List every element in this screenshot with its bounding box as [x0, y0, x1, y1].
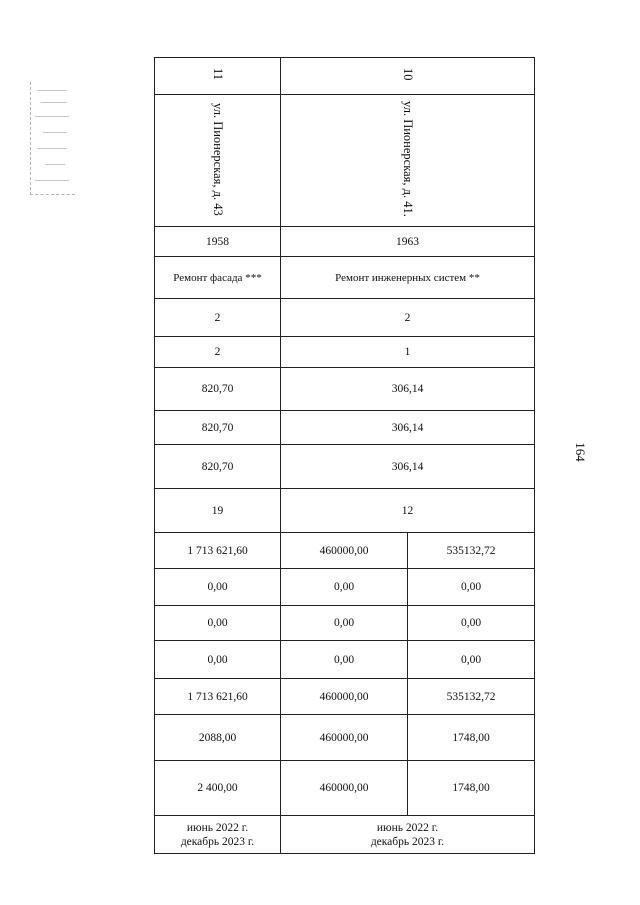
cell: 1963: [281, 227, 535, 257]
table-row: [155, 715, 535, 761]
cell: 460000,00: [281, 679, 408, 715]
cell: 2 400,00: [155, 761, 281, 816]
table-row-number: [155, 58, 535, 95]
table-row: [155, 606, 535, 641]
cell: 12: [281, 489, 535, 533]
table-row: [155, 411, 535, 445]
address-cell: ул. Пионерская, д. 41.: [281, 95, 535, 227]
table-row: [155, 641, 535, 679]
cell: 2088,00: [155, 715, 281, 761]
cell: 10: [281, 58, 535, 95]
cell: 460000,00: [281, 761, 408, 816]
cell: 0,00: [408, 569, 535, 606]
cell: 535132,72: [408, 679, 535, 715]
cell: 0,00: [281, 569, 408, 606]
page-number: 164: [573, 442, 588, 462]
table-row: [155, 337, 535, 368]
table-row: [155, 569, 535, 606]
cell: [155, 816, 281, 854]
cell: 0,00: [408, 606, 535, 641]
cell: 820,70: [155, 445, 281, 489]
cell: 11: [155, 58, 281, 95]
cell: 0,00: [281, 606, 408, 641]
housing-repair-table: [154, 57, 535, 854]
period-end: декабрь 2023 г.: [180, 835, 255, 848]
cell: Ремонт инженерных систем **: [281, 257, 535, 299]
cell: 0,00: [408, 641, 535, 679]
table-row-work-type: [155, 257, 535, 299]
cell: 535132,72: [408, 533, 535, 569]
cell: Ремонт фасада ***: [155, 257, 281, 299]
period-start: июнь 2022 г.: [376, 821, 439, 834]
cell: 1748,00: [408, 761, 535, 816]
cell: 1 713 621,60: [155, 533, 281, 569]
cell: 460000,00: [281, 533, 408, 569]
cell: 2: [155, 337, 281, 368]
cell: 1748,00: [408, 715, 535, 761]
table-row: [155, 299, 535, 337]
cell: 1 713 621,60: [155, 679, 281, 715]
cell: 1958: [155, 227, 281, 257]
cell: 19: [155, 489, 281, 533]
period-end: декабрь 2023 г.: [370, 835, 445, 848]
cell: [281, 816, 535, 854]
cell: 460000,00: [281, 715, 408, 761]
cell: 2: [281, 299, 535, 337]
period-start: июнь 2022 г.: [186, 821, 249, 834]
table-row: [155, 533, 535, 569]
table-row-address: [155, 95, 535, 227]
table-row: [155, 445, 535, 489]
table-row: [155, 761, 535, 816]
table-row: [155, 679, 535, 715]
cell: 0,00: [155, 569, 281, 606]
cell: 820,70: [155, 411, 281, 445]
cell: 0,00: [155, 606, 281, 641]
address-cell: ул. Пионерская, д. 43: [155, 95, 281, 227]
table-row-period: [155, 816, 535, 854]
cell: 0,00: [155, 641, 281, 679]
table-row-year: [155, 227, 535, 257]
cell: 1: [281, 337, 535, 368]
cell: 306,14: [281, 368, 535, 411]
cell: 0,00: [281, 641, 408, 679]
table-row: [155, 368, 535, 411]
cell: 2: [155, 299, 281, 337]
table-row: [155, 489, 535, 533]
cell: 820,70: [155, 368, 281, 411]
faded-stamp: [30, 82, 75, 195]
cell: 306,14: [281, 445, 535, 489]
cell: 306,14: [281, 411, 535, 445]
